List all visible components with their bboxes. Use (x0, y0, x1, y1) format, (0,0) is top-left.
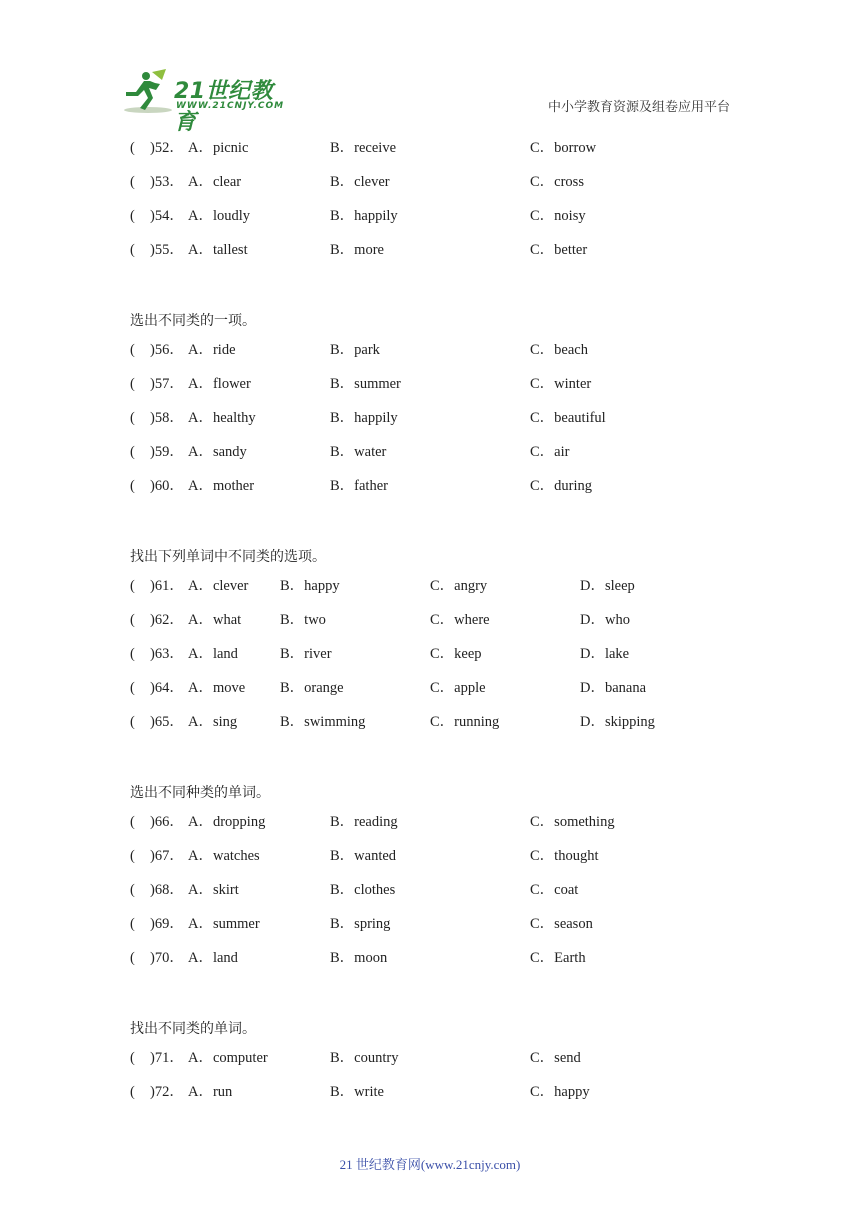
answer-blank: ( (130, 950, 135, 966)
question-number: )52． (150, 140, 184, 156)
option-a: A．mother (188, 478, 255, 494)
option-c: C．send (530, 1050, 581, 1066)
question-row (130, 372, 750, 406)
question-number: )61． (150, 578, 184, 594)
section-spacer (130, 744, 750, 776)
question-row (130, 642, 750, 676)
section-instruction: 找出下列单词中不同类的选项。 (130, 549, 326, 565)
question-row (130, 608, 750, 642)
question-row (130, 710, 750, 744)
question-number: )54． (150, 208, 184, 224)
question-row (130, 676, 750, 710)
option-b: B．happily (330, 410, 398, 426)
answer-blank: ( (130, 814, 135, 830)
answer-blank: ( (130, 578, 135, 594)
option-a: A．flower (188, 376, 251, 392)
answer-blank: ( (130, 444, 135, 460)
option-c: C．better (530, 242, 588, 258)
answer-blank: ( (130, 208, 135, 224)
option-b: B．spring (330, 916, 391, 932)
option-a: A．clear (188, 174, 242, 190)
question-row (130, 170, 750, 204)
option-b: B．park (330, 342, 380, 358)
question-row (130, 878, 750, 912)
answer-blank: ( (130, 410, 135, 426)
option-a: A．ride (188, 342, 236, 358)
option-b: B．water (330, 444, 387, 460)
question-list (130, 136, 750, 1114)
option-d: D．who (580, 612, 630, 628)
question-number: )69． (150, 916, 184, 932)
answer-blank: ( (130, 376, 135, 392)
option-b: B．clothes (330, 882, 396, 898)
option-b: B．orange (280, 680, 344, 696)
option-a: A．dropping (188, 814, 266, 830)
logo-text: 21世纪教育 (174, 79, 274, 135)
option-d: D．banana (580, 680, 647, 696)
option-c: C．running (430, 714, 500, 730)
question-number: )57． (150, 376, 184, 392)
question-number: )71． (150, 1050, 184, 1066)
question-row (130, 406, 750, 440)
option-a: A．move (188, 680, 246, 696)
answer-blank: ( (130, 714, 135, 730)
option-a: A．run (188, 1084, 233, 1100)
question-section (130, 540, 750, 744)
option-a: A．watches (188, 848, 260, 864)
option-a: A．clever (188, 578, 249, 594)
logo (122, 68, 292, 135)
header-tagline: 中小学教育资源及组卷应用平台 (547, 100, 730, 115)
option-b: B．two (280, 612, 326, 628)
question-row (130, 338, 750, 372)
question-row (130, 844, 750, 878)
option-c: C．season (530, 916, 593, 932)
option-a: A．land (188, 646, 238, 662)
option-a: A．summer (188, 916, 260, 932)
question-row (130, 474, 750, 508)
page-footer: 21 世纪教育网(www.21cnjy.com) (339, 1157, 521, 1172)
option-c: C．something (530, 814, 615, 830)
answer-blank: ( (130, 646, 135, 662)
option-b: B．swimming (280, 714, 366, 730)
section-instruction: 选出不同类的一项。 (130, 313, 256, 329)
option-b: B．happy (280, 578, 340, 594)
question-number: )64． (150, 680, 184, 696)
answer-blank: ( (130, 342, 135, 358)
option-a: A．sandy (188, 444, 247, 460)
option-c: C．beautiful (530, 410, 606, 426)
option-c: C．thought (530, 848, 599, 864)
option-b: B．wanted (330, 848, 397, 864)
option-b: B．moon (330, 950, 388, 966)
section-spacer (130, 980, 750, 1012)
question-row (130, 1046, 750, 1080)
question-number: )62． (150, 612, 184, 628)
option-a: A．picnic (188, 140, 249, 156)
option-c: C．cross (530, 174, 584, 190)
logo-url: WWW.21CNJY.COM (176, 101, 285, 111)
question-number: )63． (150, 646, 184, 662)
question-section (130, 1012, 750, 1114)
question-section (130, 136, 750, 272)
option-c: C．Earth (530, 950, 586, 966)
answer-blank: ( (130, 916, 135, 932)
page-header (0, 0, 860, 135)
option-d: D．sleep (580, 578, 635, 594)
question-row (130, 1080, 750, 1114)
question-number: )60． (150, 478, 184, 494)
answer-blank: ( (130, 612, 135, 628)
question-row (130, 946, 750, 980)
option-c: C．where (430, 612, 490, 628)
question-row (130, 136, 750, 170)
option-b: B．river (280, 646, 332, 662)
option-d: D．skipping (580, 714, 655, 730)
option-c: C．borrow (530, 140, 597, 156)
question-section (130, 304, 750, 508)
option-a: A．skirt (188, 882, 239, 898)
answer-blank: ( (130, 242, 135, 258)
question-number: )56． (150, 342, 184, 358)
question-number: )67． (150, 848, 184, 864)
option-a: A．tallest (188, 242, 248, 258)
section-spacer (130, 272, 750, 304)
option-c: C．happy (530, 1084, 590, 1100)
option-c: C．winter (530, 376, 592, 392)
answer-blank: ( (130, 882, 135, 898)
question-number: )66． (150, 814, 184, 830)
option-c: C．keep (430, 646, 482, 662)
runner-logo-icon (122, 68, 174, 116)
option-b: B．summer (330, 376, 401, 392)
question-number: )72． (150, 1084, 184, 1100)
question-number: )70． (150, 950, 184, 966)
question-row (130, 238, 750, 272)
section-spacer (130, 508, 750, 540)
answer-blank: ( (130, 140, 135, 156)
answer-blank: ( (130, 848, 135, 864)
question-number: )65． (150, 714, 184, 730)
option-a: A．what (188, 612, 242, 628)
option-c: C．coat (530, 882, 579, 898)
question-number: )58． (150, 410, 184, 426)
option-a: A．loudly (188, 208, 251, 224)
question-row (130, 810, 750, 844)
option-a: A．sing (188, 714, 238, 730)
option-d: D．lake (580, 646, 630, 662)
question-number: )53． (150, 174, 184, 190)
option-b: B．write (330, 1084, 384, 1100)
option-c: C．angry (430, 578, 488, 594)
option-c: C．beach (530, 342, 588, 358)
question-number: )55． (150, 242, 184, 258)
option-b: B．clever (330, 174, 390, 190)
answer-blank: ( (130, 680, 135, 696)
option-a: A．healthy (188, 410, 256, 426)
section-instruction: 找出不同类的单词。 (130, 1021, 256, 1037)
option-b: B．happily (330, 208, 398, 224)
answer-blank: ( (130, 174, 135, 190)
question-row (130, 204, 750, 238)
option-b: B．receive (330, 140, 397, 156)
option-b: B．father (330, 478, 388, 494)
option-c: C．during (530, 478, 593, 494)
option-b: B．more (330, 242, 384, 258)
answer-blank: ( (130, 1084, 135, 1100)
option-a: A．computer (188, 1050, 268, 1066)
section-instruction: 选出不同种类的单词。 (130, 785, 270, 801)
answer-blank: ( (130, 1050, 135, 1066)
question-row (130, 574, 750, 608)
option-c: C．noisy (530, 208, 586, 224)
option-a: A．land (188, 950, 238, 966)
option-b: B．reading (330, 814, 398, 830)
question-row (130, 912, 750, 946)
answer-blank: ( (130, 478, 135, 494)
option-c: C．apple (430, 680, 486, 696)
question-number: )59． (150, 444, 184, 460)
option-c: C．air (530, 444, 570, 460)
question-number: )68． (150, 882, 184, 898)
question-section (130, 776, 750, 980)
question-row (130, 440, 750, 474)
option-b: B．country (330, 1050, 399, 1066)
